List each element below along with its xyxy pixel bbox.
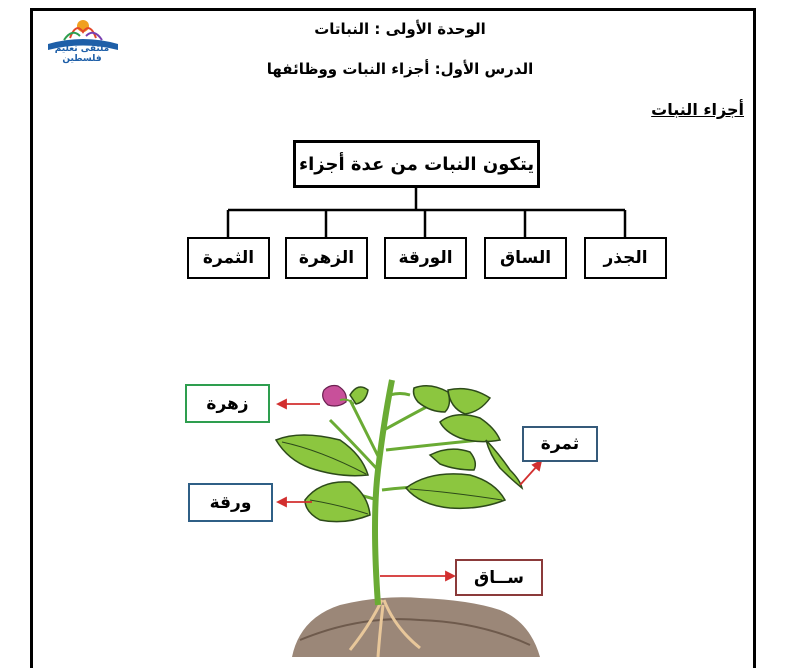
diagram-root-box: يتكون النبات من عدة أجزاء (293, 140, 540, 188)
part-box-root: الجذر (584, 237, 667, 279)
logo-text: ملتقى تعليم فلسطين (54, 44, 110, 64)
part-box-stem: الساق (484, 237, 567, 279)
part-box-leaf: الورقة (384, 237, 467, 279)
section-title: أجزاء النبات (651, 100, 744, 119)
label-fruit: ثمرة (522, 426, 598, 462)
flower-icon (323, 386, 354, 407)
label-flower: زهرة (185, 384, 270, 423)
fruit-pod-icon (486, 440, 522, 488)
label-stem: ســاق (455, 559, 543, 596)
soil-icon (292, 597, 540, 657)
unit-title: الوحدة الأولى : النباتات (314, 20, 486, 38)
label-leaf: ورقة (188, 483, 273, 522)
part-box-fruit: الثمرة (187, 237, 270, 279)
lesson-title: الدرس الأول: أجزاء النبات ووظائفها (266, 60, 534, 78)
main-stem-icon (375, 380, 392, 605)
part-box-flower: الزهرة (285, 237, 368, 279)
